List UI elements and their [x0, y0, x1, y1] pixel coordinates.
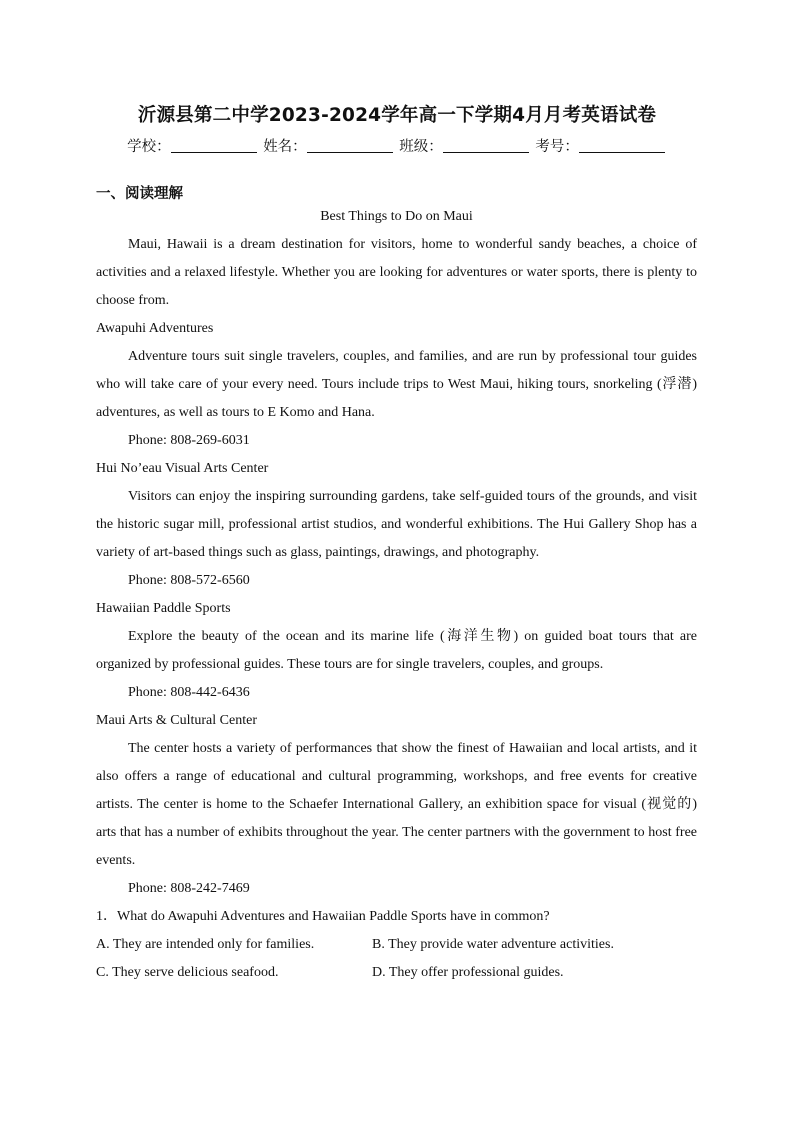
school-blank[interactable] — [171, 138, 257, 153]
item-phone: Phone: 808-442-6436 — [128, 685, 250, 700]
item-heading: Hawaiian Paddle Sports — [96, 601, 231, 616]
school-label: 学校： — [127, 139, 171, 155]
class-blank[interactable] — [443, 138, 529, 153]
name-label: 姓名： — [263, 139, 307, 155]
item-heading: Awapuhi Adventures — [96, 321, 214, 336]
class-label: 班级： — [399, 139, 443, 155]
item-description: The center hosts a variety of performances that show the finest of Hawaiian and local artists, and it also offers a range of educational and cultural programming, workshops, and free events for creative artists. The center is home to the Schaefer International Gallery, an exhibition space for visual (视觉的) arts that has a number of exhibits throughout the year. The center partners with the government to host free events. — [96, 741, 697, 868]
item-heading: Maui Arts & Cultural Center — [96, 713, 257, 728]
item-heading: Hui No’eau Visual Arts Center — [96, 461, 269, 476]
exam-number-blank[interactable] — [579, 138, 665, 153]
item-phone: Phone: 808-269-6031 — [128, 433, 250, 448]
option-b[interactable]: B. They provide water adventure activities. — [372, 937, 614, 952]
passage-intro: Maui, Hawaii is a dream destination for visitors, home to wonderful sandy beaches, a choice of activities and a relaxed lifestyle. Whether you are looking for adventures or water sports, there is plenty to choose from. — [96, 237, 697, 308]
exam-title: 沂源县第二中学2023-2024学年高一下学期4月月考英语试卷 — [137, 105, 657, 126]
options-row-2 — [96, 959, 697, 987]
item-description: Visitors can enjoy the inspiring surrounding gardens, take self-guided tours of the grounds, and visit the historic sugar mill, professional artist studios, and wonderful exhibitions. The Hui Gallery Shop has a variety of art-based things such as glass, paintings, drawings, and photography. — [96, 489, 697, 560]
item-phone: Phone: 808-572-6560 — [128, 573, 250, 588]
options-row-1 — [96, 931, 697, 959]
item-description: Explore the beauty of the ocean and its marine life (海洋生物) on guided boat tours that are organized by professional guides. These tours are for single travelers, couples, and groups. — [96, 629, 697, 672]
item-description: Adventure tours suit single travelers, couples, and families, and are run by professional tour guides who will take care of your every need. Tours include trips to West Maui, hiking tours, snorkeling (浮潜) adventures, as well as tours to E Komo and Hana. — [96, 349, 697, 420]
passage-title: Best Things to Do on Maui — [320, 209, 473, 224]
name-blank[interactable] — [307, 138, 393, 153]
option-d[interactable]: D. They offer professional guides. — [372, 965, 564, 980]
reading-passage — [96, 203, 697, 987]
section-heading: 一、阅读理解 — [96, 186, 183, 202]
option-c[interactable]: C. They serve delicious seafood. — [96, 965, 279, 980]
student-info-line — [0, 135, 794, 156]
item-phone: Phone: 808-242-7469 — [128, 881, 250, 896]
exam-number-label: 考号： — [535, 139, 579, 155]
option-a[interactable]: A. They are intended only for families. — [96, 937, 315, 952]
question-stem: 1．What do Awapuhi Adventures and Hawaiian Paddle Sports have in common? — [96, 909, 550, 924]
